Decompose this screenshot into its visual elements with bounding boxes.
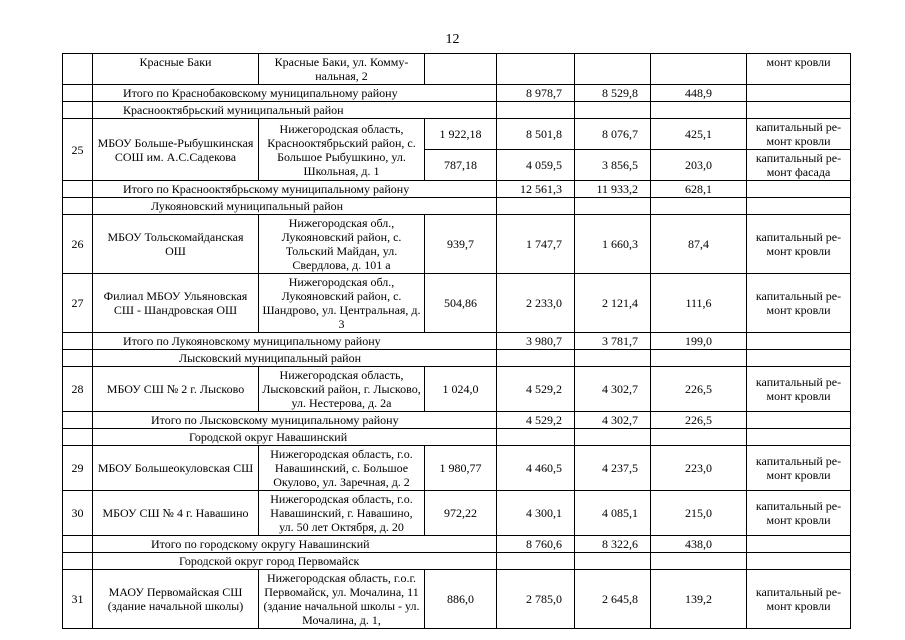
work-type: монт кровли [747, 54, 851, 85]
value-2: 3 856,5 [575, 150, 651, 181]
row-number: 25 [63, 119, 93, 181]
value-1: 2 233,0 [497, 274, 575, 333]
value-3: 203,0 [651, 150, 747, 181]
school-name: МБОУ Тольскомайданская ОШ [93, 215, 259, 274]
total-row [63, 412, 851, 429]
section-row [63, 350, 851, 367]
total-value-1: 8 978,7 [497, 85, 575, 102]
value-2: 1 660,3 [575, 215, 651, 274]
total-value-3: 226,5 [651, 412, 747, 429]
work-type: капитальный ре-монт кровли [747, 274, 851, 333]
total-value-2: 3 781,7 [575, 333, 651, 350]
total-row [63, 85, 851, 102]
value-1: 4 529,2 [497, 367, 575, 412]
row-number: 26 [63, 215, 93, 274]
section-label: Городской округ город Первомайск [93, 553, 497, 570]
section-row [63, 429, 851, 446]
table-row [63, 274, 851, 333]
section-row [63, 198, 851, 215]
area-value: 504,86 [425, 274, 497, 333]
section-label: Городской округ Навашинский [93, 429, 497, 446]
school-address: Нижегородская область, Краснооктябрьский район, с. Большое Рыбушкино, ул. Школьная, д. 1 [259, 119, 425, 181]
school-address: Нижегородская область, г.о.г. Первомайск, ул. Мочалина, 11 (здание начальной школы - ул. Мочалина, д. 1, [259, 570, 425, 629]
school-address: Нижегородская обл., Лукояновский район, с. Шандрово, ул. Центральная, д. 3 [259, 274, 425, 333]
table-row [63, 491, 851, 536]
row-number: 31 [63, 570, 93, 629]
area-value: 939,7 [425, 215, 497, 274]
row-number: 28 [63, 367, 93, 412]
value-1: 4 300,1 [497, 491, 575, 536]
school-name: МБОУ Большеокуловская СШ [93, 446, 259, 491]
total-value-2: 11 933,2 [575, 181, 651, 198]
total-label: Итого по Краснобаковскому муниципальному району [93, 85, 497, 102]
table-row [63, 119, 851, 150]
total-label: Итого по городскому округу Навашинский [93, 536, 497, 553]
value-3: 226,5 [651, 367, 747, 412]
row-number: 29 [63, 446, 93, 491]
section-label: Краснооктябрьский муниципальный район [93, 102, 497, 119]
work-type: капитальный ре-монт кровли [747, 119, 851, 150]
work-type: капитальный ре-монт кровли [747, 570, 851, 629]
section-row [63, 553, 851, 570]
total-value-1: 4 529,2 [497, 412, 575, 429]
value-2: 4 085,1 [575, 491, 651, 536]
value-3: 425,1 [651, 119, 747, 150]
school-name: Филиал МБОУ Ульяновская СШ - Шандровская ОШ [93, 274, 259, 333]
table-row [63, 215, 851, 274]
work-type: капитальный ре-монт кровли [747, 215, 851, 274]
repair-table [62, 53, 851, 629]
total-value-1: 3 980,7 [497, 333, 575, 350]
value-1: 8 501,8 [497, 119, 575, 150]
table-row [63, 570, 851, 629]
work-type: капитальный ре-монт кровли [747, 367, 851, 412]
value-1: 4 059,5 [497, 150, 575, 181]
total-row [63, 181, 851, 198]
school-address: Нижегородская область, г.о. Навашинский, г. Навашино, ул. 50 лет Октября, д. 20 [259, 491, 425, 536]
school-name: МАОУ Первомайская СШ (здание начальной школы) [93, 570, 259, 629]
row-number: 30 [63, 491, 93, 536]
value-1: 4 460,5 [497, 446, 575, 491]
table-row [63, 54, 851, 85]
value-3: 87,4 [651, 215, 747, 274]
school-name: МБОУ СШ № 4 г. Навашино [93, 491, 259, 536]
school-address: Нижегородская область, Лысковский район, г. Лысково, ул. Нестерова, д. 2а [259, 367, 425, 412]
total-value-2: 8 529,8 [575, 85, 651, 102]
total-value-3: 448,9 [651, 85, 747, 102]
row-number: 27 [63, 274, 93, 333]
school-address: Нижегородская область, г.о. Навашинский, с. Большое Окулово, ул. Заречная, д. 2 [259, 446, 425, 491]
section-row [63, 102, 851, 119]
school-address: Красные Баки, ул. Комму-нальная, 2 [259, 54, 425, 85]
total-row [63, 536, 851, 553]
total-value-2: 8 322,6 [575, 536, 651, 553]
area-value: 972,22 [425, 491, 497, 536]
value-2: 8 076,7 [575, 119, 651, 150]
area-value: 1 922,18 [425, 119, 497, 150]
area-value: 1 980,77 [425, 446, 497, 491]
total-value-3: 628,1 [651, 181, 747, 198]
value-3: 223,0 [651, 446, 747, 491]
table-row [63, 367, 851, 412]
work-type: капитальный ре-монт кровли [747, 491, 851, 536]
value-2: 4 302,7 [575, 367, 651, 412]
school-name: Красные Баки [93, 54, 259, 85]
value-2: 2 121,4 [575, 274, 651, 333]
school-name: МБОУ СШ № 2 г. Лысково [93, 367, 259, 412]
total-label: Итого по Лукояновскому муниципальному району [93, 333, 497, 350]
section-label: Лукояновский муниципальный район [93, 198, 497, 215]
total-value-1: 12 561,3 [497, 181, 575, 198]
total-value-2: 4 302,7 [575, 412, 651, 429]
table-row [63, 446, 851, 491]
total-label: Итого по Лысковскому муниципальному району [93, 412, 497, 429]
value-1: 2 785,0 [497, 570, 575, 629]
area-value: 787,18 [425, 150, 497, 181]
total-value-3: 199,0 [651, 333, 747, 350]
value-3: 215,0 [651, 491, 747, 536]
value-2: 2 645,8 [575, 570, 651, 629]
area-value: 886,0 [425, 570, 497, 629]
section-label: Лысковский муниципальный район [93, 350, 497, 367]
work-type: капитальный ре-монт фасада [747, 150, 851, 181]
total-value-1: 8 760,6 [497, 536, 575, 553]
total-value-3: 438,0 [651, 536, 747, 553]
total-row [63, 333, 851, 350]
page-number: 12 [445, 32, 460, 47]
value-3: 139,2 [651, 570, 747, 629]
school-address: Нижегородская обл., Лукояновский район, с. Тольский Майдан, ул. Свердлова, д. 101 а [259, 215, 425, 274]
school-name: МБОУ Больше-Рыбушкинская СОШ им. А.С.Садекова [93, 119, 259, 181]
work-type: капитальный ре-монт кровли [747, 446, 851, 491]
area-value: 1 024,0 [425, 367, 497, 412]
value-3: 111,6 [651, 274, 747, 333]
total-label: Итого по Краснооктябрьскому муниципальному району [93, 181, 497, 198]
value-2: 4 237,5 [575, 446, 651, 491]
value-1: 1 747,7 [497, 215, 575, 274]
